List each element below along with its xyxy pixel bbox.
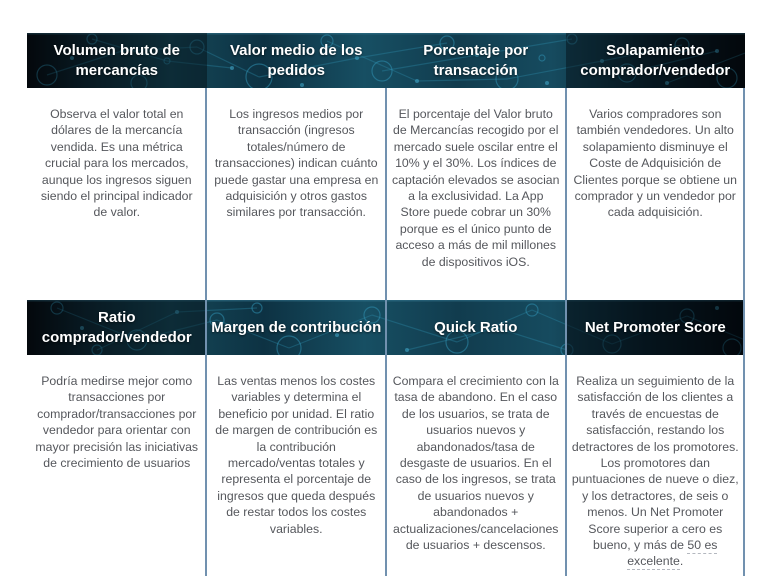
header-title: Margen de contribución xyxy=(211,318,382,336)
card-body-text: Compara el crecimiento con la tasa de abandono. En el caso de los usuarios, se trata de usuarios nuevos y abandonados/tasa de desgaste de usuarios. En el caso de los ingresos, se trata de usuarios nuevos y abandonados + actualizaciones/cancelaciones de usuarios + descensos. xyxy=(392,374,559,553)
nps-body-main: Realiza un seguimiento de la satisfacción de los clientes a través de encuestas de satisfacción, restando los detractores de los promotores. Los promotores dan puntuaciones de nueve o diez, y los detractores, de seis o menos. Un Net Promoter Score superior a cero es bueno, y más de xyxy=(571,374,739,553)
header-title: Valor medio de los pedidos xyxy=(229,41,363,79)
card-body-text: El porcentaje del Valor bruto de Mercancías recogido por el mercado suele oscilar entre el 10% y el 30%. Los índices de captación elevados se asocian a la exclusividad. La App Store puede cobrar un 30% porque es el único punto de acceso a más de mil millones de dispositivos iOS. xyxy=(392,107,560,269)
header-cell-porcentaje-transaccion xyxy=(386,33,566,88)
nps-body-underlined: 50 es excelente xyxy=(627,538,718,569)
header-band-row-1 xyxy=(27,33,745,88)
column-divider xyxy=(205,88,207,576)
nps-body-suffix: . xyxy=(679,554,684,569)
metric-grid xyxy=(27,33,745,576)
header-title: Porcentaje por transacción xyxy=(423,41,529,79)
header-title: Solapamiento comprador/vendedor xyxy=(580,41,731,79)
card-body-text: Observa el valor total en dólares de la mercancía vendida. Es una métrica crucial para los mercados, aunque los ingresos siguen siendo el principal indicador de valor. xyxy=(40,107,193,220)
card-body-text: Los ingresos medios por transacción (ingresos totales/número de transacciones) indican cuánto puede gastar una empresa en adquisición y otros gastos similares por transacción. xyxy=(214,107,379,220)
header-cell-net-promoter-score xyxy=(566,300,746,355)
header-title: Net Promoter Score xyxy=(584,318,726,336)
body-cell-ratio-comprador-vendedor xyxy=(27,355,207,576)
header-cell-ratio-comprador-vendedor xyxy=(27,300,207,355)
header-title: Quick Ratio xyxy=(434,318,518,336)
header-title: Volumen bruto de mercancías xyxy=(53,41,180,79)
body-cell-valor-medio xyxy=(207,88,387,300)
column-divider xyxy=(565,88,567,576)
header-cell-quick-ratio xyxy=(386,300,566,355)
column-divider xyxy=(743,88,745,576)
card-body-text: Las ventas menos los costes variables y determina el beneficio por unidad. El ratio de margen de contribución es la contribución mercado/ventas totales y representa el porcentaje de ingresos que queda después de restar todos los costes variables. xyxy=(215,374,378,536)
card-body-text: Varios compradores son también vendedores. Un alto solapamiento disminuye el Coste de Adquisición de Clientes porque se obtiene un comprador y un vendedor por cada adquisición. xyxy=(573,107,737,220)
body-cell-volumen-bruto xyxy=(27,88,207,300)
card-body-text xyxy=(572,373,740,570)
header-title: Ratio comprador/vendedor xyxy=(41,308,192,346)
header-cell-margen-contribucion xyxy=(207,300,387,355)
column-divider xyxy=(385,88,387,576)
header-cell-valor-medio xyxy=(207,33,387,88)
card-body-text: Podría medirse mejor como transacciones por comprador/transacciones por vendedor para orientar con mayor precisión las iniciativas de crecimiento de usuarios xyxy=(35,374,199,471)
body-cell-porcentaje-transaccion xyxy=(386,88,566,300)
header-cell-solapamiento xyxy=(566,33,746,88)
body-cell-solapamiento xyxy=(566,88,746,300)
body-cell-net-promoter-score xyxy=(566,355,746,576)
body-cell-margen-contribucion xyxy=(207,355,387,576)
header-cell-volumen-bruto xyxy=(27,33,207,88)
body-cell-quick-ratio xyxy=(386,355,566,576)
